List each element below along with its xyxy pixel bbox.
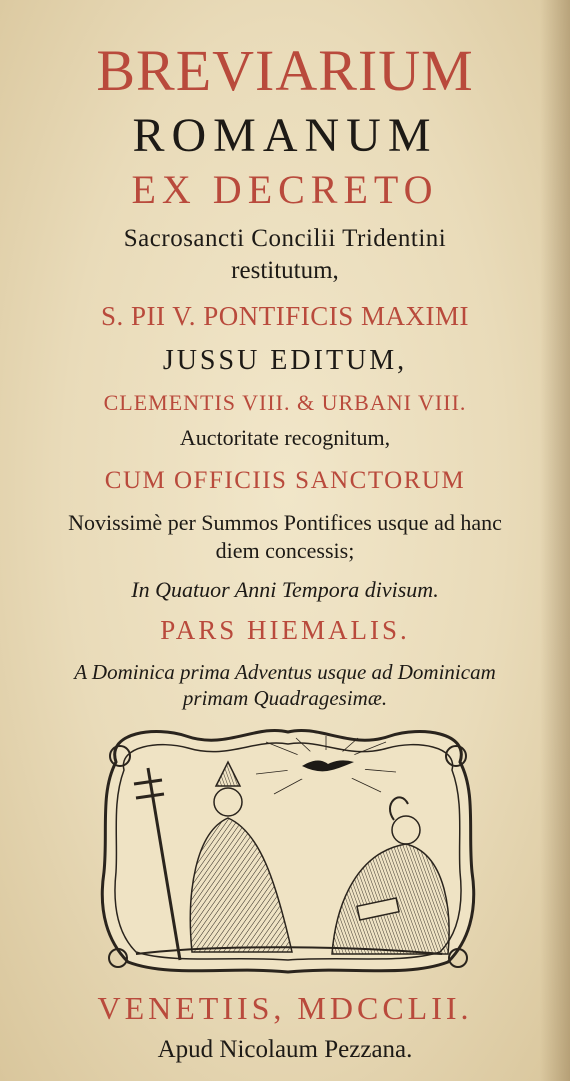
imprint-printer: Apud Nicolaum Pezzana.: [157, 1036, 413, 1063]
line-dominica-2: primam Quadragesimæ.: [182, 686, 388, 710]
line-restitutum: restitutum,: [231, 257, 339, 284]
line-pii-v: S. PII V. PONTIFICIS MAXIMI: [100, 301, 470, 331]
engraved-vignette-icon: [96, 722, 480, 978]
title-ex-decreto: EX DECRETO: [131, 167, 439, 212]
title-breviarium: BREVIARIUM: [96, 38, 474, 103]
title-romanum: ROMANUM: [132, 109, 438, 162]
line-clementis-urbani: CLEMENTIS VIII. & URBANI VIII.: [103, 390, 467, 415]
line-auctoritate: Auctoritate recognitum,: [179, 425, 391, 450]
line-jussu-editum: JUSSU EDITUM,: [162, 345, 408, 376]
line-cum-officiis: CUM OFFICIIS SANCTORUM: [104, 467, 466, 494]
line-concilii-tridentini: Sacrosancti Concilii Tridentini: [123, 225, 447, 252]
imprint-venetiis: VENETIIS, MDCCLII.: [97, 990, 473, 1026]
line-novissime-1: Novissimè per Summos Pontifices usque ad hanc: [68, 510, 502, 535]
line-dominica-1: A Dominica prima Adventus usque ad Dominicam: [74, 660, 496, 684]
line-quatuor-tempora: In Quatuor Anni Tempora divisum.: [131, 577, 439, 602]
line-novissime-2: diem concessis;: [215, 538, 355, 563]
line-pars-hiemalis: PARS HIEMALIS.: [160, 615, 410, 645]
